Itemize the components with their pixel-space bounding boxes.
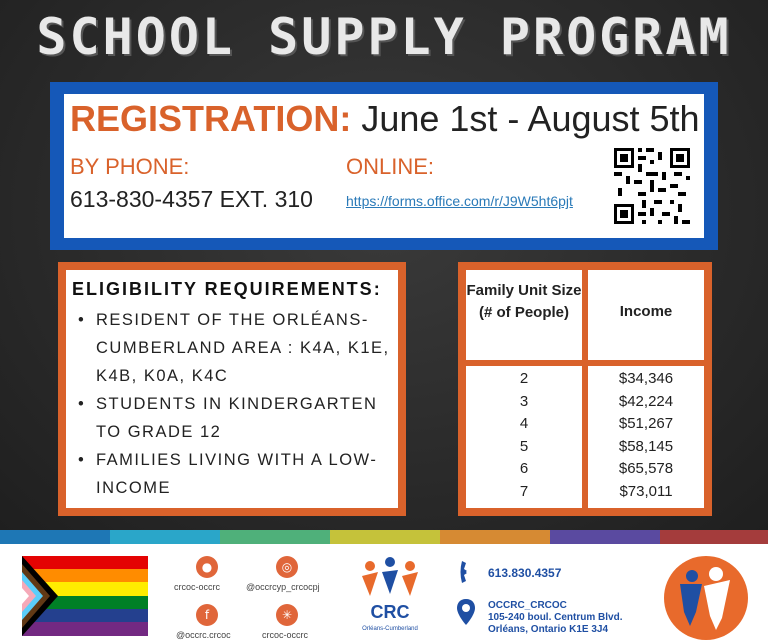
contact-address — [488, 600, 622, 636]
color-stripe — [550, 530, 660, 544]
table-header-income: Income — [619, 303, 673, 320]
phone-value: 613-830-4357 EXT. 310 — [70, 186, 313, 212]
phone-icon — [458, 560, 474, 584]
eligibility-item: • RESIDENT OF THE ORLÉANS-CUMBERLAND AREA : K4A, K1E, K4B, K0A, K4C — [76, 306, 398, 390]
registration-line — [70, 98, 700, 140]
color-stripe — [440, 530, 550, 544]
address-line-1: 105-240 boul. Centrum Blvd. — [488, 612, 623, 623]
table-cell-size: 7 — [519, 483, 529, 500]
table-cell-size: 5 — [519, 437, 529, 455]
page-title: SCHOOL SUPPLY PROGRAM — [36, 8, 732, 66]
mouse-icon[interactable]: ● — [196, 556, 218, 578]
progress-pride-flag-icon — [22, 556, 148, 636]
table-cell-size: 3 — [519, 392, 529, 410]
table-cell-income: $65,578 — [618, 460, 674, 478]
online-label: ONLINE: — [346, 154, 435, 179]
social-handle-linktree[interactable]: crcoc-occrc — [262, 630, 309, 640]
registration-label: REGISTRATION: — [70, 98, 352, 139]
table-cell-size: 4 — [519, 415, 529, 433]
facebook-icon[interactable]: f — [196, 604, 218, 626]
table-cell-income: $42,224 — [618, 392, 674, 410]
registration-dates: June 1st - August 5th — [361, 98, 700, 139]
eligibility-title: ELIGIBILITY REQUIREMENTS: — [72, 279, 382, 299]
table-divider-horizontal — [466, 360, 704, 366]
table-cell-income: $51,267 — [618, 415, 674, 433]
linktree-icon[interactable]: ✳ — [276, 604, 298, 626]
eligibility-item: • FAMILIES LIVING WITH A LOW-INCOME — [76, 446, 398, 502]
contact-phone[interactable]: 613.830.4357 — [488, 566, 562, 580]
instagram-icon[interactable]: ◎ — [276, 556, 298, 578]
crc-logo-subtext: Orléans-Cumberland — [362, 626, 418, 632]
qr-code[interactable] — [612, 146, 692, 226]
phone-label: BY PHONE: — [70, 154, 190, 179]
crc-logo-text: CRC — [370, 602, 410, 622]
eligibility-list — [76, 306, 398, 502]
online-link[interactable]: https://forms.office.com/r/J9W5ht6pjt — [346, 193, 573, 209]
table-cell-size: 6 — [519, 460, 529, 478]
eligibility-item: • STUDENTS IN KINDERGARTEN TO GRADE 12 — [76, 390, 398, 446]
color-stripe — [660, 530, 768, 544]
table-cell-income: $73,011 — [619, 483, 673, 500]
social-handle-facebook[interactable]: @occrc.crcoc — [176, 630, 231, 640]
address-line-2: Orléans, Ontario K1E 3J4 — [488, 624, 609, 635]
location-pin-icon — [456, 598, 476, 626]
contact-handle: OCCRC_CRCOC — [488, 600, 567, 611]
color-stripe — [330, 530, 440, 544]
table-cell-income: $34,346 — [618, 370, 674, 387]
color-stripe — [110, 530, 220, 544]
figures-logo-icon — [672, 562, 740, 634]
color-stripe — [220, 530, 330, 544]
table-cell-income: $58,145 — [618, 437, 674, 455]
table-cell-size: 2 — [519, 370, 529, 387]
social-handle-a[interactable]: crcoc-occrc — [174, 582, 221, 592]
color-stripe — [0, 530, 110, 544]
social-handle-b[interactable]: @occrcyp_crcocpj — [246, 582, 320, 592]
table-header-size: Family Unit Size (# of People) — [466, 282, 582, 321]
